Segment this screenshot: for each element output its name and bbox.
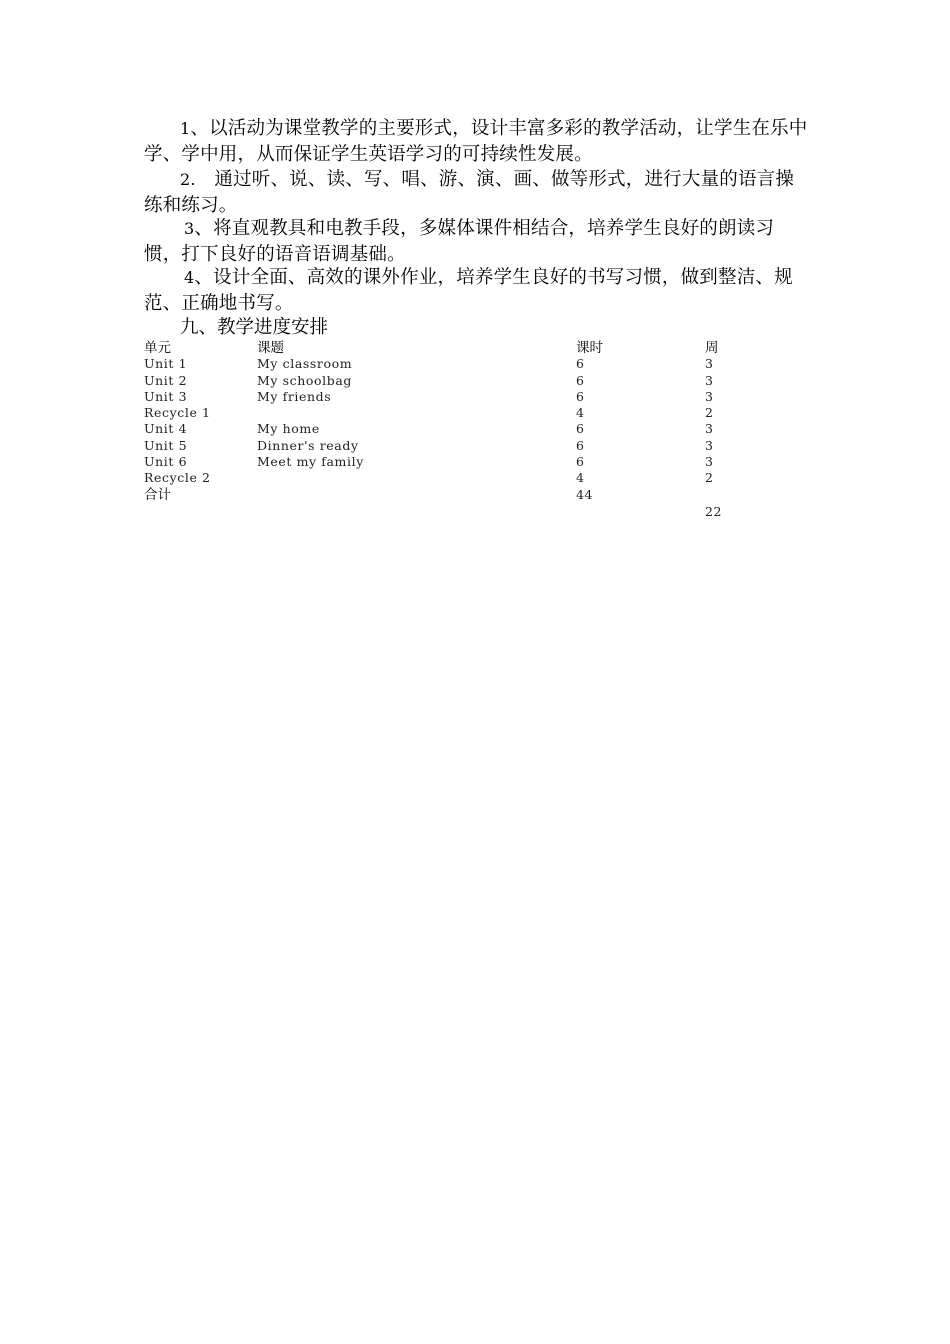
cell-topic: Meet my family (257, 454, 364, 470)
cell-unit: Unit 1 (144, 356, 188, 372)
header-weeks: 周 (705, 340, 719, 356)
header-topic: 课题 (257, 340, 284, 356)
table-row (144, 389, 744, 405)
cell-unit: Unit 4 (144, 421, 188, 437)
cell-unit: Unit 6 (144, 454, 188, 470)
paragraph-number: 3 (184, 219, 195, 238)
cell-hours: 6 (576, 388, 585, 404)
cell-topic: My home (257, 421, 320, 437)
paragraph-text: 通过听、说、读、写、唱、游、演、画、做等形式，进行大量的语言操练和练习。 (144, 169, 795, 216)
paragraph-text: 、设计全面、高效的课外作业，培养学生良好的书写习惯，做到整洁、规范、正确地书写。 (144, 267, 793, 314)
cell-weeks: 2 (705, 405, 714, 421)
cell-weeks: 3 (705, 421, 714, 437)
paragraph-1 (144, 116, 808, 168)
cell-topic: My schoolbag (257, 372, 353, 388)
paragraph-text: 、以活动为课堂教学的主要形式，设计丰富多彩的教学活动，让学生在乐中学、学中用，从而保证学生英语学习的可持续性发展。 (144, 118, 808, 165)
cell-weeks: 3 (705, 356, 714, 372)
paragraph-number: 1 (180, 119, 191, 138)
cell-topic: Dinner's ready (257, 437, 359, 453)
paragraph-2 (144, 167, 808, 219)
paragraph-number: 4 (184, 268, 195, 287)
table-header-row (144, 340, 744, 356)
section-heading: 九、教学进度安排 (180, 317, 329, 338)
table-row (144, 373, 744, 389)
table-row (144, 454, 744, 470)
cell-topic: My classroom (257, 356, 353, 372)
cell-hours: 6 (576, 372, 585, 388)
table-row (144, 405, 744, 421)
schedule-table (144, 340, 744, 521)
header-hours: 课时 (576, 340, 603, 356)
cell-hours: 6 (576, 421, 585, 437)
cell-hours: 6 (576, 356, 585, 372)
cell-topic: My friends (257, 388, 332, 404)
cell-weeks: 3 (705, 388, 714, 404)
cell-unit: Unit 2 (144, 372, 188, 388)
total-weeks: 22 (705, 503, 723, 519)
paragraph-number: 2. (180, 170, 196, 189)
total-hours: 44 (576, 486, 594, 502)
cell-weeks: 2 (705, 470, 714, 486)
cell-hours: 4 (576, 470, 585, 486)
table-row (144, 421, 744, 437)
paragraph-text: 、将直观教具和电教手段，多媒体课件相结合，培养学生良好的朗读习惯，打下良好的语音语调基础。 (144, 218, 775, 265)
cell-weeks: 3 (705, 437, 714, 453)
table-total-weeks-row (144, 503, 744, 521)
table-row (144, 356, 744, 372)
cell-hours: 4 (576, 405, 585, 421)
cell-weeks: 3 (705, 454, 714, 470)
table-row (144, 470, 744, 486)
paragraph-3 (144, 216, 808, 268)
paragraph-4 (144, 265, 808, 317)
cell-hours: 6 (576, 454, 585, 470)
header-unit: 单元 (144, 340, 171, 356)
cell-unit: Recycle 2 (144, 470, 211, 486)
cell-unit: Unit 5 (144, 437, 188, 453)
cell-unit: Unit 3 (144, 388, 188, 404)
cell-hours: 6 (576, 437, 585, 453)
cell-weeks: 3 (705, 372, 714, 388)
total-label: 合计 (144, 486, 171, 503)
cell-unit: Recycle 1 (144, 405, 211, 421)
table-total-row (144, 487, 744, 503)
table-row (144, 438, 744, 454)
